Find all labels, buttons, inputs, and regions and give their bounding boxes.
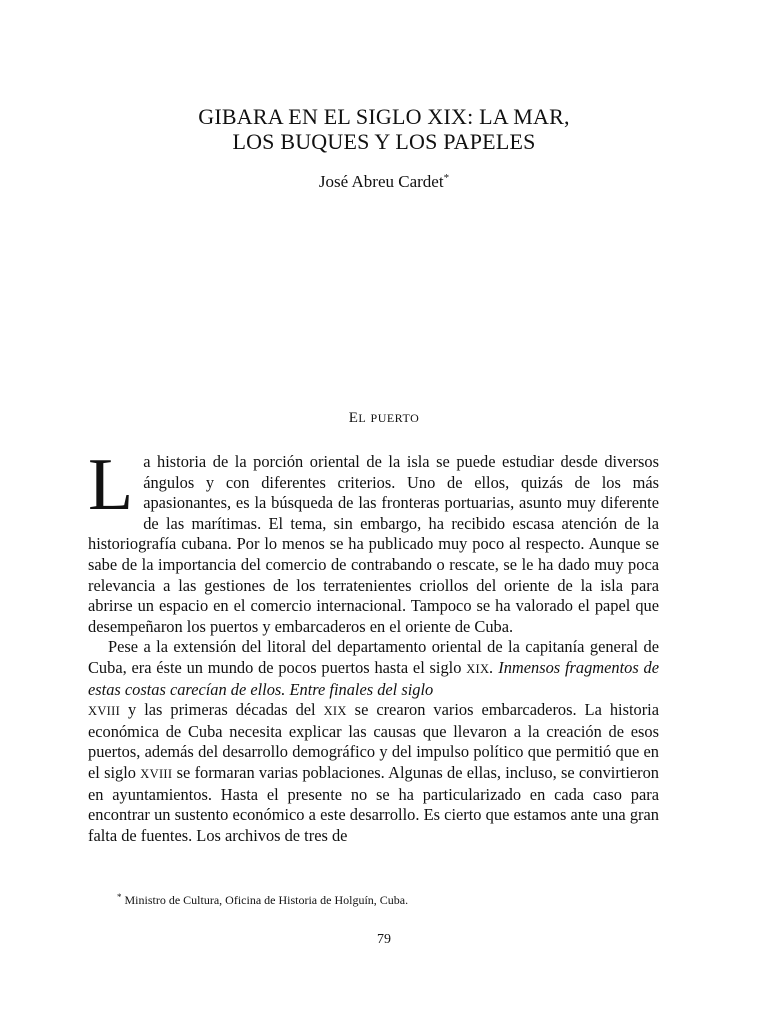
author-line bbox=[0, 172, 768, 192]
paragraph-2-part-3: y las primeras décadas del bbox=[120, 700, 324, 720]
century-numeral: XIX bbox=[466, 661, 490, 676]
footnote-text: Ministro de Cultura, Oficina de Historia de Holguín, Cuba. bbox=[124, 893, 409, 907]
body-text bbox=[88, 444, 660, 846]
paragraph-2-part-2: . Inmensos fragmentos de estas costas carecían de ellos. Entre finales del siglo bbox=[88, 657, 659, 699]
footnote bbox=[117, 892, 408, 908]
section-heading bbox=[0, 410, 768, 427]
paragraph-2-part-4: se crearon varios embarcaderos. La historia económica de Cuba necesita explicar las causas que llevaron a la creación de esos puertos, además del desarrollo demográfico y del impulso político que permitió que en el siglo bbox=[88, 700, 659, 782]
page-number: 79 bbox=[377, 932, 391, 947]
author-name: José Abreu Cardet bbox=[318, 172, 444, 191]
article-title bbox=[0, 104, 768, 154]
footnote-mark: * bbox=[117, 892, 122, 902]
author-footnote-mark: * bbox=[443, 172, 450, 184]
paragraph-2-part-1: Pese a la extensión del litoral del departamento oriental de la capitanía general de Cuba, era éste un mundo de pocos puertos hasta el siglo bbox=[88, 637, 659, 677]
drop-cap: L bbox=[88, 444, 134, 526]
century-numeral: XIX bbox=[323, 704, 347, 719]
title-line-2: LOS BUQUES Y LOS PAPELES bbox=[232, 129, 536, 154]
section-heading-text: EL PUERTO bbox=[348, 410, 420, 426]
century-numeral: XVIII bbox=[140, 766, 173, 781]
century-numeral: XVIII bbox=[88, 704, 121, 719]
paragraph-1-text: a historia de la porción oriental de la isla se puede estudiar desde diversos ángulos y con diferentes criterios. Uno de ellos, quizás de los más apasionantes, es la búsqueda de las fronteras portuarias, asunto muy diferente de las marítimas. El tema, sin embargo, ha recibido escasa atención de la historiografía cubana. Por lo menos se ha publicado muy poco al respecto. Aunque se sabe de la importancia del comercio de contrabando o rescate, se le ha dado muy poca relevancia a las gestiones de los terratenientes criollos del oriente de la isla para abrirse un espacio en el comercio internacional. Tampoco se ha valorado el papel que desempeñaron los puertos y embarcaderos en el oriente de Cuba. bbox=[88, 452, 659, 636]
paragraph-2-part-5: se formaran varias poblaciones. Algunas de ellas, incluso, se convirtieron en ayuntamientos. Hasta el presente no se ha particularizado en cada caso para encontrar un sustento económico a este desarrollo. Es cierto que estamos ante una gran falta de fuentes. Los archivos de tres de bbox=[88, 762, 660, 845]
title-line-1: GIBARA EN EL SIGLO XIX: LA MAR, bbox=[198, 104, 570, 129]
paragraph-2 bbox=[88, 637, 659, 846]
paragraph-1 bbox=[88, 444, 659, 637]
